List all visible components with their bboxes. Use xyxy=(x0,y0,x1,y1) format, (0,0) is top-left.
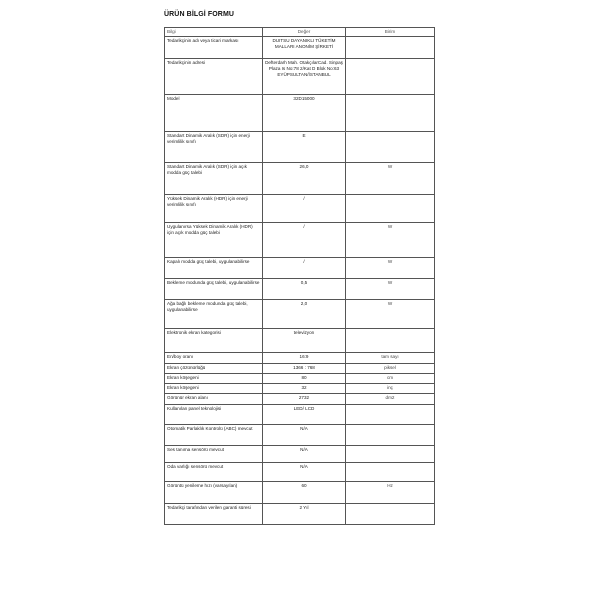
row-unit: tam sayı xyxy=(346,353,435,364)
header-info: Bilgi xyxy=(165,28,263,37)
table-header-row xyxy=(165,28,435,37)
row-value: 32D15000 xyxy=(263,95,346,132)
row-unit: cm xyxy=(346,374,435,384)
table-row xyxy=(165,195,435,223)
table-row xyxy=(165,59,435,95)
row-value: DUITSU DAYANIKLI TÜKETİM MALLARI ANONİM ŞİRKETİ xyxy=(263,37,346,59)
row-value: 26,0 xyxy=(263,163,346,195)
table-row xyxy=(165,329,435,353)
row-label: Oda varlığı sensörü mevcut xyxy=(165,463,263,482)
row-value: 0,5 xyxy=(263,279,346,300)
row-value: / xyxy=(263,223,346,258)
row-unit xyxy=(346,37,435,59)
row-label: Yüksek Dinamik Aralık (HDR) için enerji verimlilik sınıfı xyxy=(165,195,263,223)
table-row xyxy=(165,425,435,446)
row-value: Defterdarh Mah. OtakçılarCad. Sinpaş Plaza Is No:78 2/Kat D Blok No:63 EYÜPSULTAN/İSTANBUL xyxy=(263,59,346,95)
row-label: Standart Dinamik Aralık (SDR) için enerji verimlilik sınıfı xyxy=(165,132,263,163)
row-label: Otomatik Parlaklık Kontrolü (ABC) mevcut xyxy=(165,425,263,446)
row-value: N/A xyxy=(263,425,346,446)
row-value: 80 xyxy=(263,374,346,384)
row-unit: piksel xyxy=(346,364,435,374)
row-unit: Hz xyxy=(346,482,435,504)
row-unit: W xyxy=(346,279,435,300)
table-row xyxy=(165,132,435,163)
table-row xyxy=(165,364,435,374)
table-row xyxy=(165,482,435,504)
row-value: 1366 : 768 xyxy=(263,364,346,374)
row-unit xyxy=(346,405,435,425)
row-unit: W xyxy=(346,223,435,258)
row-label: Ekran çözünürlüğü xyxy=(165,364,263,374)
table-row xyxy=(165,353,435,364)
row-unit: inç xyxy=(346,384,435,394)
row-value: 32 xyxy=(263,384,346,394)
table-row xyxy=(165,300,435,329)
row-label: Bekleme modunda güç talebi, uygulanabilirse xyxy=(165,279,263,300)
row-value: 60 xyxy=(263,482,346,504)
row-unit xyxy=(346,59,435,95)
row-unit: W xyxy=(346,163,435,195)
row-value: / xyxy=(263,258,346,279)
row-unit: dm2 xyxy=(346,394,435,405)
table-row xyxy=(165,405,435,425)
row-label: Ekran köşegeni xyxy=(165,374,263,384)
header-value: Değer xyxy=(263,28,346,37)
row-unit xyxy=(346,425,435,446)
row-label: Görüntü yenileme hızı (varsayılan) xyxy=(165,482,263,504)
row-value: N/A xyxy=(263,446,346,463)
form-title: ÜRÜN BİLGİ FORMU xyxy=(164,11,235,18)
row-value: LED/ LCD xyxy=(263,405,346,425)
row-label: Ses tanıma sensörü mevcut xyxy=(165,446,263,463)
row-value: televizyon xyxy=(263,329,346,353)
table-row xyxy=(165,463,435,482)
row-value: 2 Yıl xyxy=(263,504,346,525)
row-label: Uygulanırsa Yüksek Dinamik Aralık (HDR) için açık modda güç talebi xyxy=(165,223,263,258)
table-row xyxy=(165,504,435,525)
table-row xyxy=(165,37,435,59)
table-row xyxy=(165,163,435,195)
table-row xyxy=(165,279,435,300)
table-row xyxy=(165,95,435,132)
row-unit xyxy=(346,95,435,132)
table-row xyxy=(165,384,435,394)
row-unit xyxy=(346,463,435,482)
row-label: Görünür ekran alanı xyxy=(165,394,263,405)
row-label: Tedarikçi tarafından verilen garanti süresi xyxy=(165,504,263,525)
table-row xyxy=(165,394,435,405)
row-label: Tedarikçinin adresi xyxy=(165,59,263,95)
row-label: Model xyxy=(165,95,263,132)
table-row xyxy=(165,446,435,463)
row-unit xyxy=(346,195,435,223)
header-unit: Birim xyxy=(346,28,435,37)
row-label: Ağa bağlı bekleme modunda güç talebi, uygulanabilirse xyxy=(165,300,263,329)
row-unit xyxy=(346,329,435,353)
row-value: 2,0 xyxy=(263,300,346,329)
row-unit xyxy=(346,446,435,463)
row-value: 16:9 xyxy=(263,353,346,364)
row-label: Kapalı modda güç talebi, uygulanabilirse xyxy=(165,258,263,279)
row-label: En/boy oranı xyxy=(165,353,263,364)
table-row xyxy=(165,258,435,279)
table-row xyxy=(165,223,435,258)
row-label: Elektronik ekran kategorisi xyxy=(165,329,263,353)
row-unit xyxy=(346,132,435,163)
row-label: Kullanılan panel teknolojisi xyxy=(165,405,263,425)
row-value: E xyxy=(263,132,346,163)
row-label: Ekran köşegeni xyxy=(165,384,263,394)
product-info-table xyxy=(164,27,435,525)
row-unit: W xyxy=(346,258,435,279)
row-value: N/A xyxy=(263,463,346,482)
row-unit xyxy=(346,504,435,525)
row-label: Tedarikçinin adı veya ticari markası xyxy=(165,37,263,59)
row-label: Standart Dinamik Aralık (SDR) için açık modda güç talebi xyxy=(165,163,263,195)
row-value: / xyxy=(263,195,346,223)
row-value: 2732 xyxy=(263,394,346,405)
table-row xyxy=(165,374,435,384)
row-unit: W xyxy=(346,300,435,329)
